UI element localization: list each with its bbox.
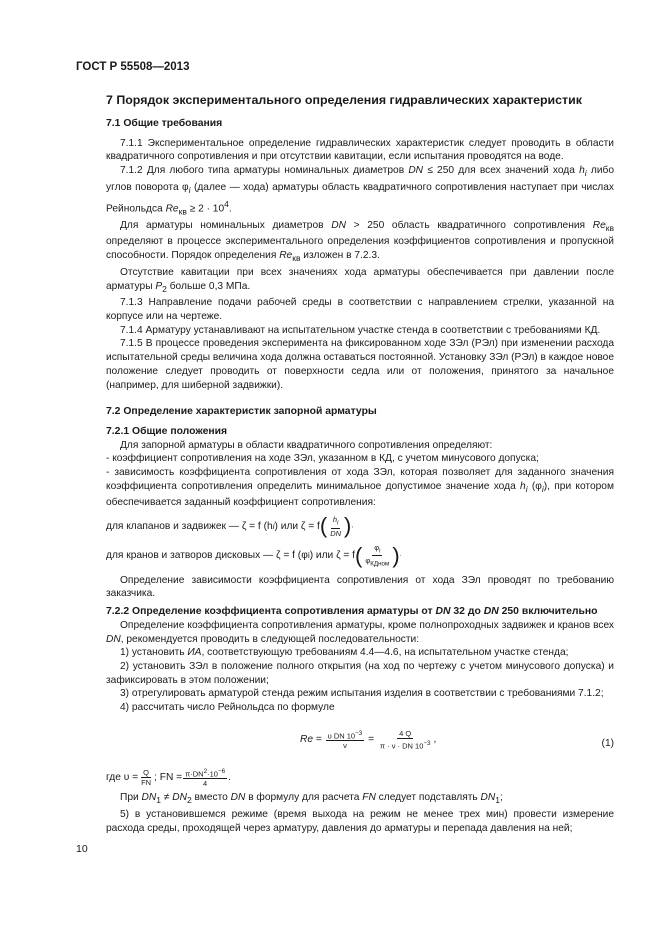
formula-cocks: для кранов и затворов дисковых — ζ = f (φ i ) или ζ = f ( $\frac{\varphi_i}{\varphi_{КДном}}$ ) . — [106, 542, 402, 568]
step-4: 4) рассчитать число Рейнольдса по формуле — [120, 702, 335, 714]
paragraph-7-1-5: 7.1.5 В процессе проведения эксперимента на фиксированном ходе ЗЭл (РЭл) при изменении расхода испытательной среды величина хода должна оставаться постоянной. Установку ЗЭл (РЭл) в каждое новое положение следует проводить от поверхности седла или от положения, принятого за начальное (например, для шиберной задвижки). — [106, 338, 614, 391]
equation-number: (1) — [601, 737, 614, 749]
section-7-2-2-title: 7.2.2 Определение коэффициента сопротивления арматуры от DN 32 до DN 250 включительно — [106, 606, 598, 618]
fraction-h-dn: $\frac{h_i}{DN}$ — [330, 515, 342, 538]
page-content — [106, 92, 614, 835]
section-7-2-title: 7.2 Определение характеристик запорной арматуры — [106, 406, 377, 418]
formula-valves: для клапанов и задвижек — ζ = f (h i ) или ζ = f ( $\frac{h_i}{DN}$ ) , — [106, 513, 354, 539]
paragraph-dn-substitution: При $DN_1 \ne DN_2$ вместо DN в формулу для расчета FN следует подставлять $DN_1$; — [120, 792, 503, 806]
step-5: 5) в установившемся режиме (время выхода на режим не менее трех мин) провести измерение расхода среды, проходящей через арматуру, давления до арматуры и перепада давления на ней; — [106, 808, 614, 834]
paragraph-7-2-2-intro: Определение коэффициента сопротивления арматуры, кроме полнопроходных задвижек и кранов всех DN, рекомендуется проводить в следующей последовательности: — [106, 619, 614, 645]
step-1: 1) установить ИА, соответствующую требованиям 4.4—4.6, на испытательном участке стенда; — [120, 647, 569, 659]
paragraph-7-1-2: 7.1.2 Для любого типа арматуры номинальных диаметров DN ≤ 250 для всех значений хода $h_i$ либо углов поворота $\varphi_i$ (далее — хода) арматуры область квадратичного сопротивления наступает при числах Рейнольдса $Re_{кв} \ge 2 \cdot 10^4$. — [106, 165, 615, 216]
equation-1: Re = $\frac{\upsilon DN 10^{-3}}{\nu}$ = $\frac{4 Q}{\pi \cdot \nu \cdot DN 10^{-3}}$ , (1) — [300, 728, 614, 751]
list-item-resistance: - коэффициент сопротивления на ходе ЗЭл, указанном в КД, с учетом минусового допуска; — [106, 453, 539, 465]
step-3: 3) отрегулировать арматурой стенда режим испытания изделия в соответствии с требованиями 7.1.2; — [120, 688, 604, 700]
section-7-2-1-title: 7.2.1 Общие положения — [106, 425, 228, 437]
standard-header: ГОСТ Р 55508—2013 — [76, 61, 190, 73]
paragraph-7-1-3: 7.1.3 Направление подачи рабочей среды в соответствии с направлением стрелки, указанной на корпусе или на чертеже. — [106, 297, 614, 323]
where-clause: где υ = $\frac{Q}{FN}$ ; FN = $\frac{\pi\cdot DN^2\cdot 10^{-6}}{4}$ . — [106, 767, 231, 789]
fraction-re-2: $\frac{4 Q}{\pi \cdot \nu \cdot DN 10^{-3}}$ — [379, 728, 431, 751]
step-2: 2) установить ЗЭл в положение полного открытия (на ход по чертежу с учетом минусового допуска) и зафиксировать в этом положении; — [106, 660, 614, 686]
fraction-fn: $\frac{\pi\cdot DN^2\cdot 10^{-6}}{4}$ — [185, 767, 226, 789]
paragraph-7-2-1-customer: Определение зависимости коэффициента сопротивления от хода ЗЭл проводят по требованию заказчика. — [106, 574, 614, 600]
paragraph-7-1-4: 7.1.4 Арматуру устанавливают на испытательном участке стенда в соответствии с требованиями КД. — [120, 324, 601, 336]
paragraph-7-2-1-intro: Для запорной арматуры в области квадратичного сопротивления определяют: — [120, 439, 493, 451]
page-number: 10 — [76, 843, 88, 855]
section-7-title: 7 Порядок экспериментального определения гидравлических характеристик — [106, 93, 582, 107]
paragraph-7-1-2-cavitation: Отсутствие кавитации при всех значениях хода арматуры обеспечивается при давлении после арматуры $P_2$ больше 0,3 МПа. — [106, 266, 614, 294]
list-item-dependence: - зависимость коэффициента сопротивления от хода ЗЭл, которая позволяет для заданного значения коэффициента сопротивления определить минимальное допустимое значение хода $h_i$ $(\varphi_i)$, при котором обеспечивается заданный коэффициент сопротивления: — [106, 467, 614, 509]
section-7-1-title: 7.1 Общие требования — [106, 118, 223, 129]
fraction-re-1: $\frac{\upsilon DN 10^{-3}}{\nu}$ — [327, 729, 363, 751]
fraction-phi: $\frac{\varphi_i}{\varphi_{КДном}}$ — [365, 542, 390, 568]
fraction-q-fn: $\frac{Q}{FN}$ — [141, 767, 152, 787]
paragraph-7-1-2-large-dn: Для арматуры номинальных диаметров DN > 250 область квадратичного сопротивления $Re_{кв}$ определяют в процессе экспериментального определения коэффициентов сопротивления и пропускной способности. Порядок определения $Re_{кв}$ изложен в 7.2.3. — [106, 219, 614, 264]
paragraph-7-1-1: 7.1.1 Экспериментальное определение гидравлических характеристик следует проводить в области квадратичного сопротивления и при отсутствии кавитации, если испытания проводятся на воде. — [106, 137, 614, 163]
